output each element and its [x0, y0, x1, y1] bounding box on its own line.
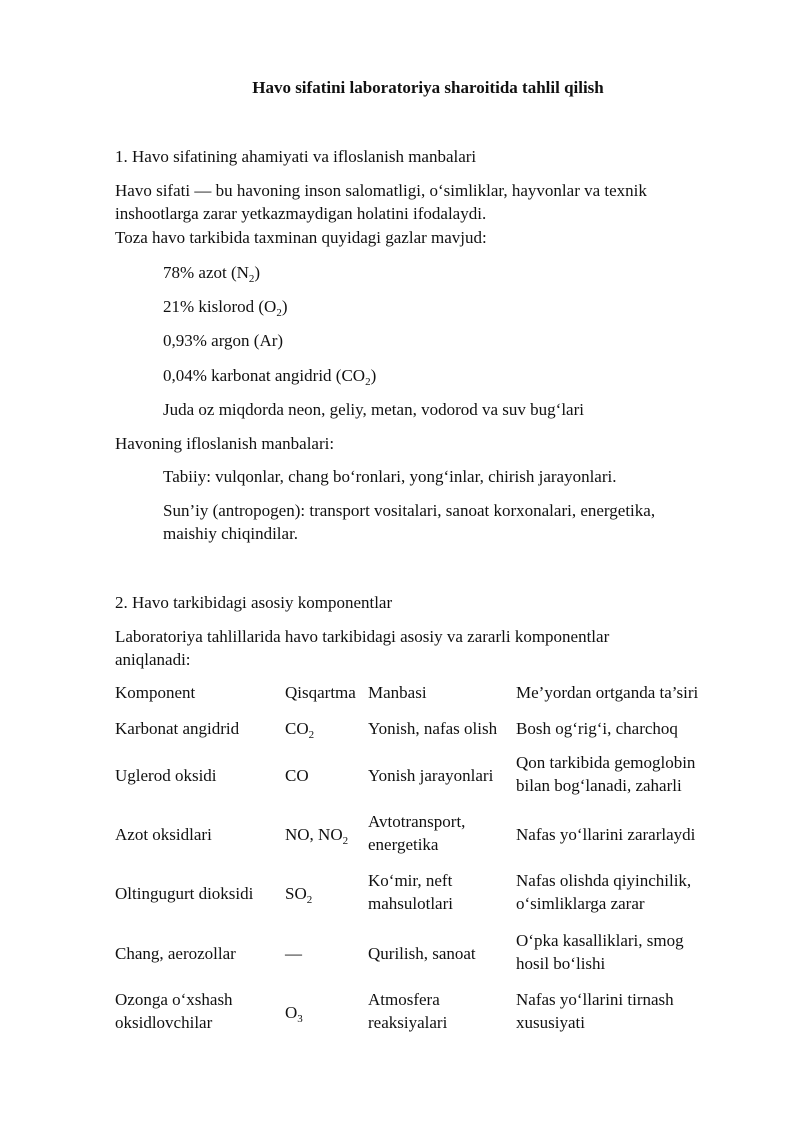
- gas-item-sub: 2: [276, 307, 282, 319]
- component-cell: Chang, aerozollar: [115, 944, 236, 963]
- abbr-cell: [285, 1001, 369, 1024]
- abbr-sub: 3: [297, 1013, 303, 1025]
- effect-line: bilan bog‘lanadi, zaharli: [516, 776, 682, 795]
- gas-item-text: 21% kislorod (O: [163, 297, 277, 316]
- gas-item-sub: 2: [365, 376, 371, 388]
- gas-item-text: 78% azot (N: [163, 263, 249, 282]
- source-artificial-line2: maishiy chiqindilar.: [163, 524, 299, 543]
- effect-line: Nafas yo‘llarini tirnash: [516, 990, 674, 1009]
- component-cell: Karbonat angidrid: [115, 719, 240, 738]
- source-cell: Yonish jarayonlari: [368, 766, 494, 785]
- gas-item: Juda oz miqdorda neon, geliy, metan, vodorod va suv bug‘lari: [163, 400, 584, 419]
- effect-cell: [516, 869, 731, 915]
- abbr-cell: [285, 717, 369, 740]
- gas-item-text: 0,93% argon (Ar): [163, 331, 284, 350]
- component-cell: Uglerod oksidi: [115, 766, 217, 785]
- effect-cell: [516, 751, 731, 797]
- abbr-cell: [285, 823, 369, 846]
- abbr-text: O: [285, 1003, 298, 1022]
- gas-item: [163, 261, 733, 284]
- effect-line: hosil bo‘lishi: [516, 954, 606, 973]
- effect-cell: [516, 929, 731, 975]
- source-line: energetika: [368, 835, 439, 854]
- source-cell: Yonish, nafas olish: [368, 719, 498, 738]
- abbr-cell: [285, 764, 369, 787]
- abbr-text: CO: [285, 766, 309, 785]
- abbr-cell: [285, 882, 369, 905]
- section2-intro-line2: aniqlanadi:: [115, 650, 191, 669]
- section2-intro-line1: Laboratoriya tahlillarida havo tarkibidagi asosiy va zararli komponentlar: [115, 627, 610, 646]
- gas-item: [163, 329, 733, 352]
- table-header-cell: Me’yordan ortganda ta’siri: [516, 683, 699, 702]
- abbr-text: NO, NO: [285, 825, 343, 844]
- source-artificial-line1: Sun’iy (antropogen): transport vositalari, sanoat korxonalari, energetika,: [163, 501, 656, 520]
- gas-item-sub: 2: [248, 273, 255, 285]
- section1-heading: 1. Havo sifatining ahamiyati va ifloslanish manbalari: [115, 147, 477, 166]
- effect-cell: Nafas yo‘llarini zararlaydi: [516, 825, 696, 844]
- section1-para1-line2: inshootlarga zarar yetkazmaydigan holatini ifodalaydi.: [115, 204, 487, 223]
- source-natural: Tabiiy: vulqonlar, chang bo‘ronlari, yong‘inlar, chirish jarayonlari.: [163, 467, 617, 486]
- source-cell: Qurilish, sanoat: [368, 944, 476, 963]
- section1-para2: Toza havo tarkibida taxminan quyidagi gazlar mavjud:: [115, 228, 487, 247]
- effect-line: O‘pka kasalliklari, smog: [516, 931, 684, 950]
- effect-cell: Bosh og‘rig‘i, charchoq: [516, 719, 678, 738]
- component-line: Ozonga o‘xshash: [115, 990, 233, 1009]
- source-line: reaksiyalari: [368, 1013, 448, 1032]
- effect-line: Nafas olishda qiyinchilik,: [516, 871, 692, 890]
- gas-item-text: 0,04% karbonat angidrid (CO: [163, 366, 366, 385]
- effect-line: xususiyati: [516, 1013, 585, 1032]
- document-title: Havo sifatini laboratoriya sharoitida tahlil qilish: [252, 78, 604, 97]
- abbr-text: CO: [285, 719, 309, 738]
- source-cell: [368, 988, 518, 1034]
- gas-item: [163, 295, 733, 318]
- abbr-cell: —: [285, 944, 302, 963]
- table-header-cell: Qisqartma: [285, 683, 356, 702]
- source-cell: [368, 869, 518, 915]
- source-cell: [368, 810, 518, 856]
- table-header-cell: Komponent: [115, 683, 196, 702]
- source-line: Avtotransport,: [368, 812, 466, 831]
- abbr-sub: 2: [306, 894, 313, 906]
- section2-heading: 2. Havo tarkibidagi asosiy komponentlar: [115, 593, 393, 612]
- source-line: Atmosfera: [368, 990, 440, 1009]
- component-cell: [115, 988, 285, 1034]
- abbr-sub: 2: [342, 835, 349, 847]
- gas-item: [163, 364, 733, 387]
- source-line: Ko‘mir, neft: [368, 871, 453, 890]
- component-cell: Azot oksidlari: [115, 825, 212, 844]
- source-line: mahsulotlari: [368, 894, 453, 913]
- abbr-sub: 2: [308, 729, 315, 741]
- gas-item-tail: ): [370, 366, 377, 385]
- gas-item-tail: ): [254, 263, 261, 282]
- table-header-cell: Manbasi: [368, 683, 427, 702]
- effect-cell: [516, 988, 731, 1034]
- effect-line: Qon tarkibida gemoglobin: [516, 753, 696, 772]
- sources-heading: Havoning ifloslanish manbalari:: [115, 434, 335, 453]
- abbr-text: SO: [285, 884, 307, 903]
- gas-item-tail: ): [281, 297, 288, 316]
- section1-para1-line1: Havo sifati — bu havoning inson salomatligi, o‘simliklar, hayvonlar va texnik: [115, 181, 647, 200]
- component-cell: Oltingugurt dioksidi: [115, 884, 254, 903]
- component-line: oksidlovchilar: [115, 1013, 213, 1032]
- effect-line: o‘simliklarga zarar: [516, 894, 645, 913]
